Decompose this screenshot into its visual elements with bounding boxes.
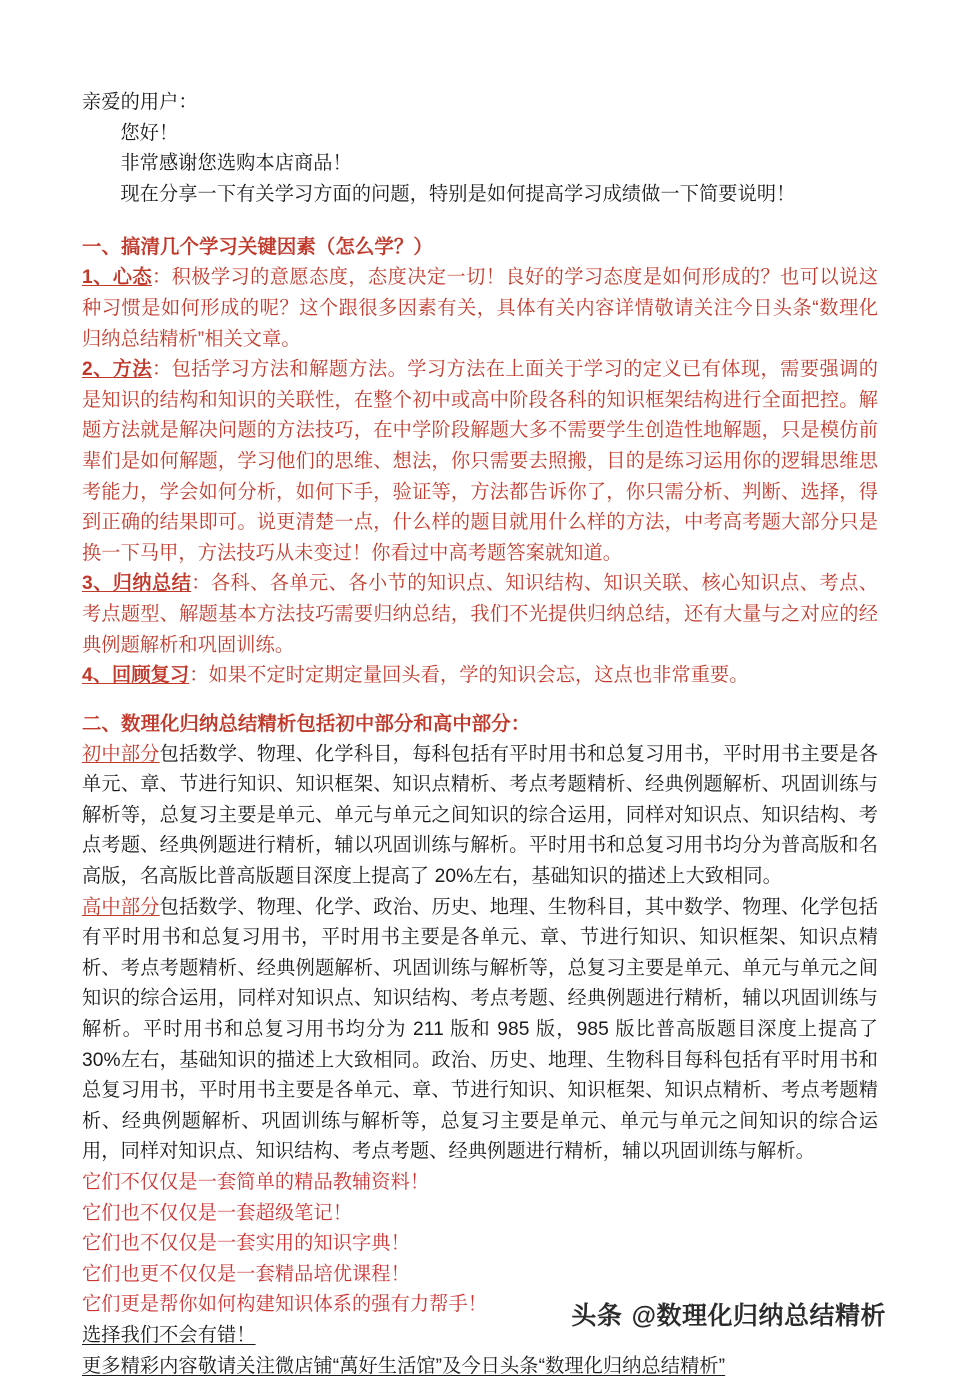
senior-body: 包括数学、物理、化学、政治、历史、地理、生物科目，其中数学、物理、化学包括有平时用书和总复习用书，平时用书主要是各单元、章、节进行知识、知识框架、知识点精析、考点考题精析、经典例题解析、巩固训练与解析等，总复习主要是单元、单元与单元之间知识的综合运用，同样对知识点、知识结构、考点考题、经典例题进行精析，辅以巩固训练与解析。平时用书和总复习用书均分为 211 版和 985 版，985 版比普高版题目深度上提高了 30%左右，基础知识的描述上大致相同。政治、历史、地理、生物科目每科包括有平时用书和总复习用书，平时用书主要是各单元、章、节进行知识、知识框架、知识点精析、考点考题精析、经典例题解析、巩固训练与解析等，总复习主要是单元、单元与单元之间知识的综合运用，同样对知识点、知识结构、考点考题、经典例题进行精析，辅以巩固训练与解析。 [82,896,878,1163]
slogan-line-3: 它们也不仅仅是一套实用的知识字典！ [82,1233,410,1255]
section-one-item-2 [82,355,878,569]
item-4-label: 4、回顾复习 [82,665,190,687]
slogan-line-5: 它们更是帮你如何构建知识体系的强有力帮手！ [82,1294,488,1316]
item-4-separator: ： [189,665,209,687]
watermark-handle: 数理化归纳总结精析 [656,1301,886,1330]
section-one-item-1 [82,263,878,355]
slogan-line-4: 它们也更不仅仅是一套精品培优课程！ [82,1263,410,1285]
item-3-body: 各科、各单元、各小节的知识点、知识结构、知识关联、核心知识点、考点、考点题型、解题基本方法技巧需要归纳总结，我们不光提供归纳总结，还有大量与之对应的经典例题解析和巩固训练。 [82,573,878,656]
item-4-body: 如果不定时定期定量回头看，学的知识会忘，这点也非常重要。 [208,665,749,687]
watermark [571,1296,886,1332]
item-2-body: 包括学习方法和解题方法。学习方法在上面关于学习的定义已有体现，需要强调的是知识的结构和知识的关联性，在整个初中或高中阶段各科的知识框架结构进行全面把控。解题方法就是解决问题的方法技巧，在中学阶段解题大多不需要学生创造性地解题，只是模仿前辈们是如何解题，学习他们的思维、想法，你只需要去照搬，目的是练习运用你的逻辑思维思考能力，学会如何分析，如何下手，验证等，方法都告诉你了，你只需分析、判断、选择，得到正确的结果即可。说更清楚一点，什么样的题目就用什么样的方法，中考高考题大部分只是换一下马甲，方法技巧从未变过！你看过中高考题答案就知道。 [82,359,878,564]
document-body [82,88,878,1382]
section-one-item-4 [82,661,878,692]
spacer [82,692,878,709]
slogan-line-1: 它们不仅仅是一套简单的精品教辅资料！ [82,1172,430,1193]
section-two [82,709,878,1168]
item-3-label: 3、归纳总结 [82,573,192,595]
watermark-prefix: 头条 [571,1301,623,1330]
section-two-heading: 二、数理化归纳总结精析包括初中部分和高中部分： [82,712,531,735]
greeting-line-3: 现在分享一下有关学习方面的问题，特别是如何提高学习成绩做一下简要说明！ [120,183,796,205]
closing-line-1-text: 选择我们不会有错！ [82,1324,256,1346]
greeting-line-1: 您好！ [120,122,179,144]
section-one-heading: 一、搞清几个学习关键因素（怎么学？） [82,236,433,259]
junior-body: 包括数学、物理、化学科目，每科包括有平时用书和总复习用书，平时用书主要是各单元、章、节进行知识、知识框架、知识点精析、考点考题精析、经典例题解析、巩固训练与解析等，总复习主要是单元、单元与单元之间知识的综合运用，同样对知识点、知识结构、考点考题、经典例题进行精析，辅以巩固训练与解析。平时用书和总复习用书均分为普高版和名高版，名高版比普高版题目深度上提高了 20%左右，基础知识的描述上大致相同。 [82,743,878,888]
spacer [82,210,878,232]
senior-lead-label: 高中部分 [82,896,160,918]
section-one-item-3 [82,569,878,661]
closing-line-2-text: 更多精彩内容敬请关注微店铺“萬好生活馆”及今日头条“数理化归纳总结精析” [82,1355,726,1377]
section-one [82,232,878,691]
item-3-separator: ： [191,573,211,595]
item-1-body: 积极学习的意愿态度，态度决定一切！良好的学习态度是如何形成的？也可以说这种习惯是如何形成的呢？这个跟很多因素有关，具体有关内容详情敬请关注今日头条“数理化归纳总结精析”相关文章。 [82,267,878,350]
greeting-block [82,88,878,210]
watermark-at-icon: @ [631,1302,657,1330]
section-two-paragraph-junior [82,740,878,893]
greeting-line-2: 非常感谢您选购本店商品！ [120,153,352,175]
junior-lead-label: 初中部分 [82,743,160,765]
item-2-label: 2、方法 [82,359,153,381]
closing-line-2 [82,1352,878,1382]
section-two-paragraph-senior [82,893,878,1168]
item-1-label: 1、心态 [82,267,153,289]
slogan-line-2: 它们也不仅仅是一套超级笔记！ [82,1202,353,1224]
greeting-salutation: 亲爱的用户： [82,92,198,113]
item-2-separator: ： [152,359,172,381]
item-1-separator: ： [152,267,172,289]
